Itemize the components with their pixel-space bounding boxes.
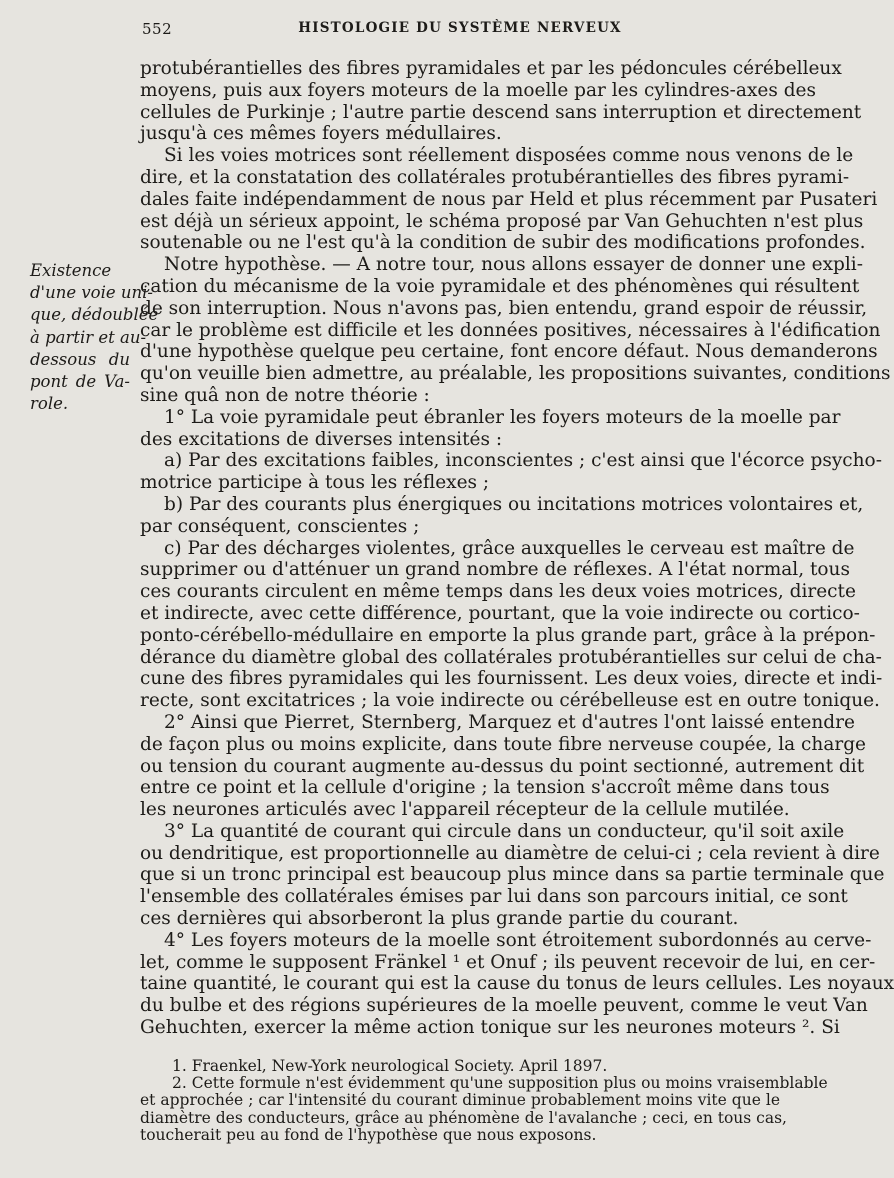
text-line: de façon plus ou moins explicite, dans toute fibre nerveuse coupée, la charge [140,733,866,755]
text-line: les neurones articulés avec l'appareil récepteur de la cellule mutilée. [140,799,790,821]
text-line: dire, et la constatation des collatérales protubérantielles des fibres pyrami- [140,166,850,188]
text-line: recte, sont excitatrices ; la voie indirecte ou cérébelleuse est en outre tonique. [140,690,880,712]
text-line: 3° La quantité de courant qui circule dans un conducteur, qu'il soit axile [164,820,845,842]
footnote-line: et approchée ; car l'intensité du courant diminue probablement moins vite que le [140,1091,780,1110]
body-text [140,58,894,1039]
text-line: que si un tronc principal est beaucoup plus mince dans sa partie terminale que [140,864,885,886]
footnote-line: 2. Cette formule n'est évidemment qu'une supposition plus ou moins vraisemblable [172,1074,828,1093]
footnote-line: toucherait peu au fond de l'hypothèse que nous exposons. [140,1125,597,1144]
text-line: d'une hypothèse quelque peu certaine, font encore défaut. Nous demanderons [140,341,878,363]
page-number: 552 [142,20,173,38]
page-header [140,20,780,42]
text-line: ou dendritique, est proportionnelle au diamètre de celui-ci ; cela revient à dire [140,842,880,864]
text-line: l'ensemble des collatérales émises par lui dans son parcours initial, ce sont [140,886,848,908]
text-line: ponto-cérébello-médullaire en emporte la plus grande part, grâce à la prépon- [140,624,876,646]
text-line: jusqu'à ces mêmes foyers médullaires. [140,123,502,145]
text-line: cellules de Purkinje ; l'autre partie descend sans interruption et directement [140,101,862,123]
text-line: dales faite indépendamment de nous par Held et plus récemment par Pusateri [140,188,878,210]
text-line: Gehuchten, exercer la même action tonique sur les neurones moteurs ². Si [140,1017,840,1039]
text-line: dérance du diamètre global des collatérales protubérantielles sur celui de cha- [140,646,882,668]
margin-note-line: d'une voie uni- [30,283,154,303]
text-line: qu'on veuille bien admettre, au préalable, les propositions suivantes, conditions [140,363,891,385]
margin-note [30,260,159,415]
text-line: ces courants circulent en même temps dans les deux voies motrices, directe [140,581,856,603]
text-line: 1° La voie pyramidale peut ébranler les foyers moteurs de la moelle par [164,406,841,428]
text-line: entre ce point et la cellule d'origine ; la tension s'accroît même dans tous [140,777,830,799]
text-line: ou tension du courant augmente au-dessus du point sectionné, autrement dit [140,755,865,777]
footnotes [140,1057,828,1144]
margin-note-line: pont de Va- [30,372,130,392]
text-line: est déjà un sérieux appoint, le schéma proposé par Van Gehuchten n'est plus [140,210,864,232]
text-line: car le problème est difficile et les données positives, nécessaires à l'édification [140,319,881,341]
margin-note-line: role. [30,394,69,414]
text-line: taine quantité, le courant qui est la cause du tonus de leurs cellules. Les noyaux [140,973,894,995]
text-line: a) Par des excitations faibles, inconscientes ; c'est ainsi que l'écorce psycho- [164,450,882,472]
text-line: soutenable ou ne l'est qu'à la condition de subir des modifications profondes. [140,232,866,254]
text-line: 2° Ainsi que Pierret, Sternberg, Marquez et d'autres l'ont laissé entendre [164,711,855,733]
text-line: moyens, puis aux foyers moteurs de la moelle par les cylindres-axes des [140,79,816,101]
text-line: motrice participe à tous les réflexes ; [140,472,490,494]
text-line: c) Par des décharges violentes, grâce auxquelles le cerveau est maître de [164,537,855,559]
text-line: sine quâ non de notre théorie : [140,384,430,406]
text-line: cation du mécanisme de la voie pyramidale et des phénomènes qui résultent [140,275,860,297]
text-line: let, comme le supposent Fränkel ¹ et Onuf ; ils peuvent recevoir de lui, en cer- [140,951,876,973]
margin-note-line: Existence [30,261,112,280]
text-line: par conséquent, conscientes ; [140,515,420,537]
running-title: HISTOLOGIE DU SYSTÈME NERVEUX [298,20,622,36]
section-heading-line: Notre hypothèse. — A notre tour, nous allons essayer de donner une expli- [164,254,863,276]
text-line: protubérantielles des fibres pyramidales et par les pédoncules cérébelleux [140,58,842,79]
text-line: b) Par des courants plus énergiques ou incitations motrices volontaires et, [164,493,864,515]
margin-note-line: dessous du [30,349,130,369]
text-line: cune des fibres pyramidales qui les fournissent. Les deux voies, directe et indi- [140,668,883,690]
text-line: supprimer ou d'atténuer un grand nombre de réflexes. A l'état normal, tous [140,559,850,581]
text-line: de son interruption. Nous n'avons pas, bien entendu, grand espoir de réussir, [140,297,868,319]
footnote-line: 1. Fraenkel, New-York neurological Society. April 1897. [172,1057,608,1075]
text-line: 4° Les foyers moteurs de la moelle sont étroitement subordonnés au cerve- [164,929,872,951]
text-line: du bulbe et des régions supérieures de la moelle peuvent, comme le veut Van [140,995,868,1017]
text-line: des excitations de diverses intensités : [140,428,503,450]
text-line: Si les voies motrices sont réellement disposées comme nous venons de le [164,145,854,167]
text-line: ces dernières qui absorberont la plus grande partie du courant. [140,908,739,930]
footnote-line: diamètre des conducteurs, grâce au phénomène de l'avalanche ; ceci, en tous cas, [140,1108,787,1127]
text-line: et indirecte, avec cette différence, pourtant, que la voie indirecte ou cortico- [140,602,860,624]
margin-note-line: que, dédoublée [30,305,159,325]
margin-note-line: à partir et au- [30,327,147,347]
